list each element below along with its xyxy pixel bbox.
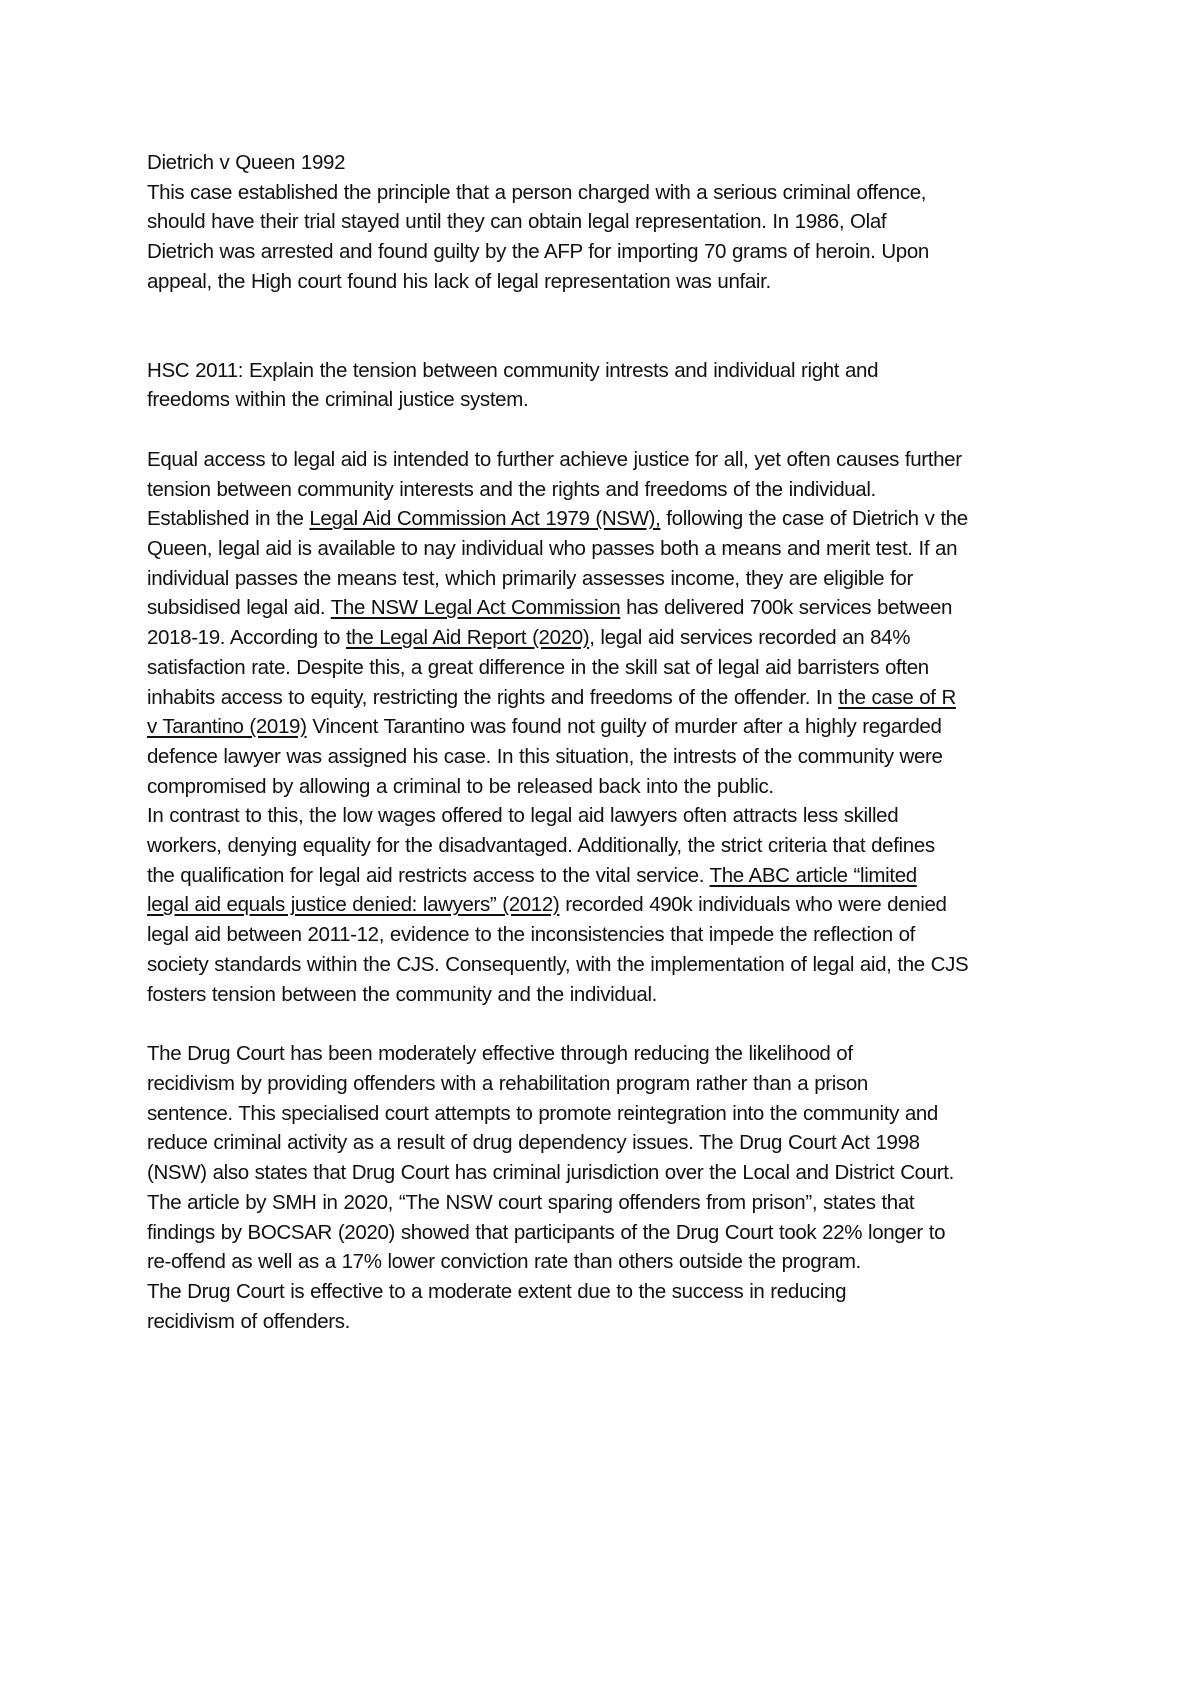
paragraph-line: defence lawyer was assigned his case. In this situation, the intrests of the community were bbox=[147, 744, 943, 768]
text-segment: 2018-19. According to bbox=[147, 626, 346, 650]
paragraph-line bbox=[147, 623, 1077, 653]
answer-paragraph-1 bbox=[147, 445, 1077, 801]
underlined-reference: Legal Aid Commission Act 1979 (NSW), bbox=[309, 507, 661, 531]
paragraph-line: The Drug Court is effective to a moderate extent due to the success in reducing bbox=[147, 1279, 847, 1303]
question-line: HSC 2011: Explain the tension between community intrests and individual right and bbox=[147, 358, 879, 382]
text-segment: , legal aid services recorded an 84% bbox=[589, 626, 911, 650]
text-segment: has delivered 700k services between bbox=[620, 596, 953, 620]
paragraph-line: Equal access to legal aid is intended to further achieve justice for all, yet often causes further bbox=[147, 447, 962, 471]
paragraph-line bbox=[147, 890, 1077, 920]
spacer bbox=[147, 1009, 1077, 1039]
drug-court-paragraph bbox=[147, 1039, 1077, 1336]
paragraph-line: The article by SMH in 2020, “The NSW court sparing offenders from prison”, states that bbox=[147, 1190, 915, 1214]
paragraph-line: The Drug Court has been moderately effective through reducing the likelihood of bbox=[147, 1042, 853, 1066]
paragraph-line: Queen, legal aid is available to nay individual who passes both a means and merit test. If an bbox=[147, 537, 958, 561]
text-segment: following the case of Dietrich v the bbox=[660, 507, 968, 531]
case-title: Dietrich v Queen 1992 bbox=[147, 151, 346, 174]
paragraph-line: fosters tension between the community and the individual. bbox=[147, 982, 658, 1006]
underlined-reference: The NSW Legal Act Commission bbox=[330, 596, 621, 620]
paragraph-line: recidivism by providing offenders with a rehabilitation program rather than a prison bbox=[147, 1071, 868, 1095]
paragraph-line bbox=[147, 861, 1077, 891]
underlined-reference: the Legal Aid Report (2020) bbox=[345, 626, 590, 650]
text-segment: inhabits access to equity, restricting the rights and freedoms of the offender. In bbox=[147, 685, 839, 709]
paragraph-line: compromised by allowing a criminal to be released back into the public. bbox=[147, 774, 774, 798]
underlined-reference: The ABC article “limited bbox=[709, 863, 917, 887]
paragraph-line: recidivism of offenders. bbox=[147, 1309, 351, 1333]
exam-question bbox=[147, 356, 1077, 415]
case-line: should have their trial stayed until they can obtain legal representation. In 1986, Olaf bbox=[147, 210, 887, 234]
spacer bbox=[147, 415, 1077, 445]
paragraph-line: re-offend as well as a 17% lower conviction rate than others outside the program. bbox=[147, 1250, 861, 1274]
paragraph-line: society standards within the CJS. Consequently, with the implementation of legal aid, the CJS bbox=[147, 952, 969, 976]
text-segment: Vincent Tarantino was found not guilty of murder after a highly regarded bbox=[306, 715, 942, 739]
underlined-reference: the case of R bbox=[838, 685, 956, 709]
case-line: Dietrich was arrested and found guilty by the AFP for importing 70 grams of heroin. Upon bbox=[147, 240, 929, 264]
paragraph-line: findings by BOCSAR (2020) showed that participants of the Drug Court took 22% longer to bbox=[147, 1220, 946, 1244]
paragraph-line: workers, denying equality for the disadvantaged. Additionally, the strict criteria that defines bbox=[147, 834, 935, 858]
paragraph-line bbox=[147, 712, 1077, 742]
case-line: This case established the principle that a person charged with a serious criminal offence, bbox=[147, 180, 927, 204]
document-body bbox=[147, 148, 1077, 1336]
paragraph-line: tension between community interests and the rights and freedoms of the individual. bbox=[147, 477, 876, 501]
text-segment: recorded 490k individuals who were denied bbox=[559, 893, 947, 917]
paragraph-line: legal aid between 2011-12, evidence to the inconsistencies that impede the reflection of bbox=[147, 923, 916, 947]
case-section bbox=[147, 148, 1077, 297]
paragraph-line bbox=[147, 593, 1077, 623]
paragraph-line: satisfaction rate. Despite this, a great difference in the skill sat of legal aid barristers often bbox=[147, 655, 929, 679]
paragraph-line bbox=[147, 504, 1077, 534]
paragraph-line bbox=[147, 683, 1077, 713]
paragraph-line: (NSW) also states that Drug Court has criminal jurisdiction over the Local and District Court. bbox=[147, 1161, 954, 1185]
case-line: appeal, the High court found his lack of legal representation was unfair. bbox=[147, 269, 771, 293]
answer-paragraph-2 bbox=[147, 801, 1077, 1009]
paragraph-line: reduce criminal activity as a result of drug dependency issues. The Drug Court Act 1998 bbox=[147, 1131, 920, 1155]
text-segment: subsidised legal aid. bbox=[147, 596, 331, 620]
question-line: freedoms within the criminal justice system. bbox=[147, 388, 529, 412]
paragraph-line: individual passes the means test, which primarily assesses income, they are eligible for bbox=[147, 566, 913, 590]
underlined-reference: v Tarantino (2019) bbox=[147, 715, 307, 739]
paragraph-line: sentence. This specialised court attempts to promote reintegration into the community and bbox=[147, 1101, 938, 1125]
spacer bbox=[147, 297, 1077, 356]
text-segment: Established in the bbox=[147, 507, 310, 531]
underlined-reference: legal aid equals justice denied: lawyers” (2012) bbox=[147, 893, 560, 917]
text-segment: the qualification for legal aid restricts access to the vital service. bbox=[147, 863, 710, 887]
paragraph-line: In contrast to this, the low wages offered to legal aid lawyers often attracts less skilled bbox=[147, 804, 899, 828]
